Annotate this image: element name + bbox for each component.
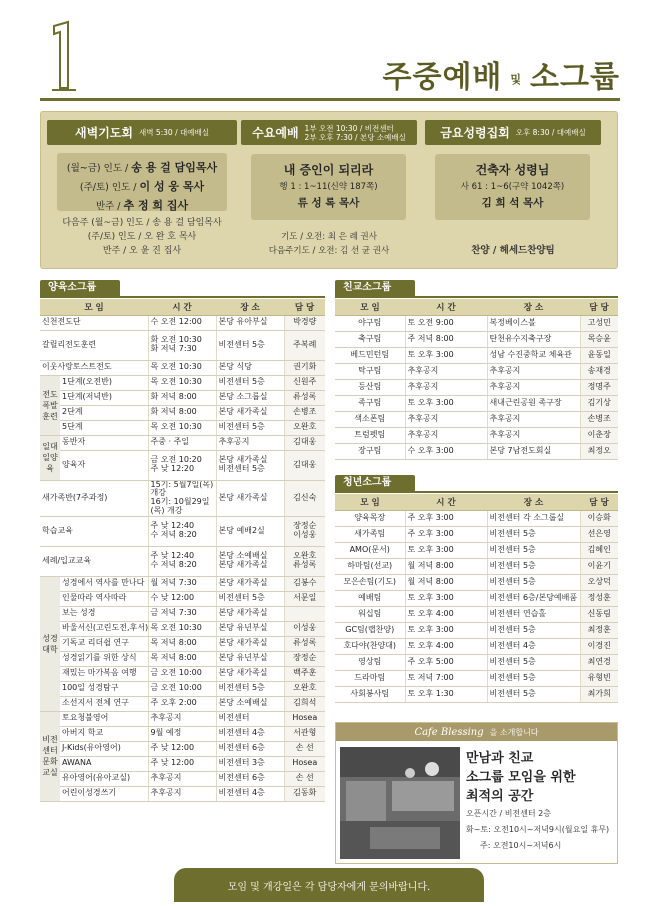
group-place-cell: 비전센터 5층: [487, 686, 580, 702]
group-time-cell: 주 오후 2:00: [148, 696, 216, 711]
nurture-section-title: 양육소그룹: [40, 280, 120, 296]
table-row: [335, 379, 618, 395]
group-place-cell: 비전센터 5층: [487, 622, 580, 638]
table-row: [40, 786, 325, 801]
group-name-cell: GC팀(랩찬양): [335, 622, 405, 638]
group-time-cell: 추후공지: [148, 786, 216, 801]
table-row: [335, 411, 618, 427]
group-time-cell: 목 오전 10:30: [148, 360, 216, 375]
group-place-cell: 복정베이스볼: [487, 315, 580, 331]
table-row: [40, 696, 325, 711]
group-lead-cell: 서문일: [284, 591, 325, 606]
wednesday-worship-column: [241, 120, 417, 256]
nurture-table: [40, 299, 325, 802]
group-place-cell: 본당 7남전도회실: [487, 443, 580, 459]
col-header-time: 시 간: [405, 299, 487, 315]
group-place-cell: 비전센터 6층: [216, 771, 284, 786]
group-name-cell: 아버지 학교: [60, 726, 148, 741]
group-place-cell: 비전센터 5층: [216, 591, 284, 606]
fellowship-table: [335, 299, 618, 460]
group-place-cell: 본당 새가족실: [216, 636, 284, 651]
table-header-row: [335, 494, 618, 510]
page-title: 주중예배 및 소그룹: [382, 60, 620, 95]
dawn-prayer-column: [47, 120, 237, 256]
group-lead-cell: 서관형: [284, 726, 325, 741]
group-name-cell: 트럼펫팀: [335, 427, 405, 443]
table-row: [40, 741, 325, 756]
group-name-cell: 모은손팀(기도): [335, 574, 405, 590]
dawn-prayer-next-week: 다음주 (월~금) 인도 / 송 용 걸 담임목사 (주/토) 인도 / 오 완 호 목사 반주 / 오 윤 진 집사: [62, 218, 222, 256]
fellowship-section-title: 친교소그룹: [335, 280, 415, 296]
table-row: [335, 427, 618, 443]
table-row: [335, 606, 618, 622]
group-name-cell: 하마팀(선교): [335, 558, 405, 574]
group-name-cell: 바울서신(고린도전,후서): [60, 621, 148, 636]
group-lead-cell: 고성민: [580, 315, 618, 331]
table-row: [40, 315, 325, 330]
group-name-cell: 2단계: [60, 405, 148, 420]
group-place-cell: 비전센터 5층: [216, 420, 284, 435]
table-row: [335, 686, 618, 702]
group-time-cell: 주 오후 5:00: [405, 654, 487, 670]
group-time-cell: 토 오후 3:00: [405, 622, 487, 638]
table-row: [40, 621, 325, 636]
table-row: [40, 576, 325, 591]
wednesday-prayer-info: 기도 / 오전: 최 은 례 권사 다음주기도 / 오전: 김 선 균 권사: [268, 232, 390, 256]
group-lead-cell: 정성훈: [580, 590, 618, 606]
friday-worship-header: 금요성령집회 오후 8:30 / 대예배실: [425, 120, 601, 145]
group-place-cell: 비전센터 4층: [487, 638, 580, 654]
group-lead-cell: 김신숙: [284, 480, 325, 516]
group-time-cell: 9월 예정: [148, 726, 216, 741]
group-lead-cell: 이윤기: [580, 558, 618, 574]
table-row: [335, 590, 618, 606]
group-lead-cell: 손 선: [284, 771, 325, 786]
group-place-cell: 비전센터 연습홀: [487, 606, 580, 622]
table-row: [335, 315, 618, 331]
table-row: [40, 516, 325, 546]
group-time-cell: 주 낮 12:00: [148, 741, 216, 756]
group-lead-cell: 김동화: [284, 786, 325, 801]
group-place-cell: 비전센터 각 소그룹실: [487, 510, 580, 526]
wednesday-sermon-box: 내 증인이 되리라 행 1 : 1~11(신약 187쪽) 류 성 록 목사: [251, 154, 406, 220]
group-lead-cell: 윤동일: [580, 347, 618, 363]
group-name-cell: AMO(문서): [335, 542, 405, 558]
table-row: [40, 591, 325, 606]
group-name-cell: 장구팀: [335, 443, 405, 459]
table-row: [335, 443, 618, 459]
group-name-cell: 야구팀: [335, 315, 405, 331]
table-row: [40, 546, 325, 576]
group-time-cell: 금 오전 10:20 주 낮 12:20: [148, 450, 216, 480]
dawn-prayer-header: 새벽기도회 새벽 5:30 / 대예배실: [47, 120, 237, 145]
table-row: [335, 622, 618, 638]
group-lead-cell: 장정순 이성웅: [284, 516, 325, 546]
group-place-cell: 추후공지: [487, 427, 580, 443]
group-name-cell: 기독교 리더쉽 연구: [60, 636, 148, 651]
table-row: [40, 420, 325, 435]
group-time-cell: 추후공지: [405, 379, 487, 395]
table-row: [40, 405, 325, 420]
table-row: [40, 681, 325, 696]
group-name-cell: 베드민턴팀: [335, 347, 405, 363]
group-time-cell: 금 오전 10:00: [148, 666, 216, 681]
table-row: [40, 666, 325, 681]
group-time-cell: 금 오전 10:00: [148, 681, 216, 696]
group-time-cell: 월 저녁 8:00: [405, 558, 487, 574]
col-header-lead: 담 당: [580, 299, 618, 315]
group-lead-cell: 손병조: [284, 405, 325, 420]
wednesday-worship-header: 수요예배 1부 오전 10:30 / 비전센터 2부 오후 7:30 / 본당 소예배실: [241, 120, 417, 145]
group-lead-cell: 김기상: [580, 395, 618, 411]
group-time-cell: 토 오후 1:30: [405, 686, 487, 702]
group-name-cell: 등산팀: [335, 379, 405, 395]
table-row: [40, 375, 325, 390]
weekday-worship-panel: [40, 111, 618, 269]
section-number-1: [44, 20, 84, 92]
group-name-cell: 세례/입교교육: [40, 546, 148, 576]
group-lead-cell: 선은영: [580, 526, 618, 542]
group-place-cell: 비전센터: [216, 711, 284, 726]
group-lead-cell: 김대웅: [284, 450, 325, 480]
group-lead-cell: 손병조: [580, 411, 618, 427]
group-time-cell: 토 오전 9:00: [405, 315, 487, 331]
group-place-cell: 추후공지: [216, 435, 284, 450]
table-row: [40, 636, 325, 651]
group-time-cell: 15기: 5월7일(목) 개강 16기: 10월29일(목) 개강: [148, 480, 216, 516]
group-lead-cell: 김희석: [284, 696, 325, 711]
category-cell: 일대일양육: [40, 435, 60, 480]
group-name-cell: 워십팀: [335, 606, 405, 622]
group-time-cell: 목 저녁 8:00: [148, 636, 216, 651]
table-row: [40, 360, 325, 375]
group-place-cell: 비전센터 4층: [216, 786, 284, 801]
cafe-blessing-panel: [335, 722, 618, 864]
group-name-cell: 이웃사랑토스트전도: [40, 360, 148, 375]
group-name-cell: 100일 성경탐구: [60, 681, 148, 696]
group-name-cell: 새가족반(7주과정): [40, 480, 148, 516]
group-time-cell: 월 저녁 7:30: [148, 576, 216, 591]
group-name-cell: 성경읽기를 위한 상식: [60, 651, 148, 666]
group-lead-cell: 최연경: [580, 654, 618, 670]
group-lead-cell: 권기화: [284, 360, 325, 375]
group-time-cell: 목 오전 10:30: [148, 420, 216, 435]
group-place-cell: 비전센터 4층: [216, 726, 284, 741]
group-place-cell: 추후공지: [487, 363, 580, 379]
table-row: [335, 670, 618, 686]
cafe-header: Cafe Blessing 을 소개합니다: [336, 723, 617, 741]
group-name-cell: 5단계: [60, 420, 148, 435]
group-name-cell: 영상팀: [335, 654, 405, 670]
group-lead-cell: 이승화: [580, 510, 618, 526]
group-time-cell: 토 오후 3:00: [405, 590, 487, 606]
group-place-cell: 본당 유아부실: [216, 315, 284, 330]
group-time-cell: 토 오후 3:00: [405, 347, 487, 363]
table-row: [335, 395, 618, 411]
col-header-place: 장 소: [487, 494, 580, 510]
group-lead-cell: 손 선: [284, 741, 325, 756]
cafe-description: 만남과 친교 소그룹 모임을 위한 최적의 공간 오픈시간 / 비전센터 2층 화~토: 오전10시~저녁9시(월요일 휴무) 주: 오전10시~저녁6시: [466, 751, 610, 850]
group-lead-cell: 신동림: [580, 606, 618, 622]
title-divider: [40, 98, 620, 101]
group-place-cell: 본당 소예배실 본당 새가족실: [216, 546, 284, 576]
group-time-cell: 수 오전 12:00: [148, 315, 216, 330]
group-place-cell: 본당 소예배실: [216, 696, 284, 711]
group-name-cell: 색소폰팀: [335, 411, 405, 427]
group-place-cell: 비전센터 5층: [487, 574, 580, 590]
group-lead-cell: 류성록: [284, 390, 325, 405]
group-place-cell: 본당 새가족실: [216, 606, 284, 621]
group-place-cell: 추후공지: [487, 379, 580, 395]
group-place-cell: 본당 새가족실: [216, 666, 284, 681]
table-row: [335, 542, 618, 558]
group-name-cell: 갈릴리전도훈련: [40, 330, 148, 360]
group-lead-cell: 이경진: [580, 638, 618, 654]
group-time-cell: 토 오후 4:00: [405, 606, 487, 622]
group-place-cell: 비전센터 5층: [216, 330, 284, 360]
group-time-cell: 수 낮 12:00: [148, 591, 216, 606]
table-row: [40, 651, 325, 666]
table-row: [335, 363, 618, 379]
youth-table: [335, 494, 618, 703]
group-place-cell: 본당 유년부실: [216, 651, 284, 666]
col-header-time: 시 간: [405, 494, 487, 510]
group-place-cell: 비전센터 5층: [487, 654, 580, 670]
group-name-cell: 동반자: [60, 435, 148, 450]
group-time-cell: 주중 · 주일: [148, 435, 216, 450]
group-name-cell: 1단계(저녁반): [60, 390, 148, 405]
group-time-cell: 토 저녁 7:00: [405, 670, 487, 686]
group-time-cell: 화 저녁 8:00: [148, 405, 216, 420]
group-lead-cell: 오완호: [284, 420, 325, 435]
group-name-cell: 사회봉사팀: [335, 686, 405, 702]
group-lead-cell: 최정훈: [580, 622, 618, 638]
table-row: [40, 771, 325, 786]
group-place-cell: 새내근린공원 족구장: [487, 395, 580, 411]
group-time-cell: 주 낮 12:40 수 저녁 8:20: [148, 516, 216, 546]
table-row: [40, 726, 325, 741]
friday-sermon-box: 건축자 성령님 사 61 : 1~6(구약 1042쪽) 김 희 석 목사: [435, 154, 590, 220]
group-lead-cell: 김혜인: [580, 542, 618, 558]
col-header-group: 모 임: [335, 299, 405, 315]
youth-section-title: 청년소그룹: [335, 475, 415, 491]
group-lead-cell: [284, 606, 325, 621]
group-place-cell: 비전센터 5층: [216, 375, 284, 390]
group-time-cell: 토 오후 4:00: [405, 638, 487, 654]
group-time-cell: 주 저녁 8:00: [405, 331, 487, 347]
group-place-cell: 성남 수진중학교 체육관: [487, 347, 580, 363]
group-place-cell: 비전센터 6층: [216, 741, 284, 756]
col-header-group: 모 임: [335, 494, 405, 510]
group-name-cell: 새가족팀: [335, 526, 405, 542]
group-lead-cell: 신원주: [284, 375, 325, 390]
group-time-cell: 화 오전 10:30 화 저녁 7:30: [148, 330, 216, 360]
group-name-cell: 양육자: [60, 450, 148, 480]
group-time-cell: 월 저녁 8:00: [405, 574, 487, 590]
group-lead-cell: 송재경: [580, 363, 618, 379]
category-cell: 비전센터문화교실: [40, 711, 60, 801]
fellowship-section-rule: [335, 296, 618, 298]
table-row: [40, 711, 325, 726]
dawn-prayer-leaders: (월~금) 인도 / 송 용 걸 담임목사 (주/토) 인도 / 이 성 웅 목사 반주 / 추 정 희 집사: [57, 153, 227, 211]
group-place-cell: 비전센터 5층: [487, 526, 580, 542]
group-lead-cell: 김봉수: [284, 576, 325, 591]
group-name-cell: 예배팀: [335, 590, 405, 606]
col-header-place: 장 소: [216, 299, 284, 315]
group-lead-cell: 김대웅: [284, 435, 325, 450]
nurture-section-rule: [40, 296, 325, 298]
group-lead-cell: 박경량: [284, 315, 325, 330]
table-row: [40, 330, 325, 360]
group-place-cell: 본당 새가족실: [216, 480, 284, 516]
group-name-cell: 학습교육: [40, 516, 148, 546]
group-place-cell: 비전센터 3층: [216, 756, 284, 771]
group-name-cell: 성경에서 역사를 만나다: [60, 576, 148, 591]
group-place-cell: 본당 유년부실: [216, 621, 284, 636]
table-row: [335, 526, 618, 542]
group-name-cell: 탁구팀: [335, 363, 405, 379]
group-place-cell: 추후공지: [487, 411, 580, 427]
category-cell: 성경대학: [40, 576, 60, 711]
col-header-time: 시 간: [148, 299, 216, 315]
col-header-lead: 담 당: [580, 494, 618, 510]
table-row: [335, 558, 618, 574]
group-lead-cell: 최가희: [580, 686, 618, 702]
group-name-cell: 호다야(찬양대): [335, 638, 405, 654]
group-lead-cell: 최정오: [580, 443, 618, 459]
cafe-interior-photo: [340, 747, 460, 859]
group-time-cell: 토 오후 3:00: [405, 542, 487, 558]
group-place-cell: 비전센터 5층: [487, 670, 580, 686]
group-time-cell: 목 오전 10:30: [148, 375, 216, 390]
group-time-cell: 주 오후 3:00: [405, 510, 487, 526]
group-place-cell: 비전센터 5층: [216, 681, 284, 696]
group-time-cell: 추후공지: [405, 363, 487, 379]
group-lead-cell: 장정순: [284, 651, 325, 666]
group-time-cell: 금 저녁 7:30: [148, 606, 216, 621]
table-row: [40, 480, 325, 516]
table-header-row: [335, 299, 618, 315]
group-name-cell: 어린이성경쓰기: [60, 786, 148, 801]
group-time-cell: 화 저녁 8:00: [148, 390, 216, 405]
group-place-cell: 본당 소그룹실: [216, 390, 284, 405]
group-place-cell: 비전센터 6층/본당예배품: [487, 590, 580, 606]
footer-notice: 모임 및 개강일은 각 담당자에게 문의바랍니다.: [174, 868, 484, 902]
group-lead-cell: 류성록: [284, 636, 325, 651]
group-lead-cell: 백주훈: [284, 666, 325, 681]
group-place-cell: 비전센터 5층: [487, 558, 580, 574]
group-name-cell: 재밌는 마가복음 여행: [60, 666, 148, 681]
table-header-row: [40, 299, 325, 315]
group-time-cell: 토 오후 3:00: [405, 395, 487, 411]
table-row: [335, 347, 618, 363]
friday-worship-column: [425, 120, 601, 256]
table-row: [335, 574, 618, 590]
group-time-cell: 추후공지: [405, 427, 487, 443]
friday-praise-team: 찬양 / 헤세드찬양팀: [471, 245, 555, 256]
group-time-cell: 주 낮 12:40 수 저녁 8:20: [148, 546, 216, 576]
col-header-lead: 담 당: [284, 299, 325, 315]
group-place-cell: 본당 새가족실 비전센터 5층: [216, 450, 284, 480]
group-lead-cell: 정명주: [580, 379, 618, 395]
group-lead-cell: 오상덕: [580, 574, 618, 590]
group-place-cell: 본당 새가족실: [216, 576, 284, 591]
group-lead-cell: 목승윤: [580, 331, 618, 347]
group-time-cell: 주 낮 12:00: [148, 756, 216, 771]
category-cell: 전도폭발훈련: [40, 375, 60, 435]
group-place-cell: 본당 식당: [216, 360, 284, 375]
group-name-cell: 보는 성경: [60, 606, 148, 621]
group-lead-cell: Hosea: [284, 756, 325, 771]
group-lead-cell: 이춘장: [580, 427, 618, 443]
table-row: [335, 638, 618, 654]
group-lead-cell: 주복례: [284, 330, 325, 360]
group-place-cell: 비전센터 5층: [487, 542, 580, 558]
col-header-group: 모 임: [40, 299, 148, 315]
table-row: [40, 450, 325, 480]
group-time-cell: 목 저녁 8:00: [148, 651, 216, 666]
group-name-cell: 축구팀: [335, 331, 405, 347]
group-name-cell: 족구팀: [335, 395, 405, 411]
table-row: [335, 654, 618, 670]
table-row: [335, 331, 618, 347]
group-place-cell: 탄천유수지축구장: [487, 331, 580, 347]
group-place-cell: 본당 예배2실: [216, 516, 284, 546]
group-name-cell: 토요청불영어: [60, 711, 148, 726]
group-lead-cell: Hosea: [284, 711, 325, 726]
group-place-cell: 본당 새가족실: [216, 405, 284, 420]
group-name-cell: 드라마팀: [335, 670, 405, 686]
table-row: [335, 510, 618, 526]
group-name-cell: J-Kids(유아영어): [60, 741, 148, 756]
group-name-cell: 인물따라 역사따라: [60, 591, 148, 606]
table-row: [40, 606, 325, 621]
group-name-cell: AWANA: [60, 756, 148, 771]
group-time-cell: 수 오후 3:00: [405, 443, 487, 459]
group-time-cell: 추후공지: [405, 411, 487, 427]
group-lead-cell: 이성웅: [284, 621, 325, 636]
group-name-cell: 1단계(오전반): [60, 375, 148, 390]
group-time-cell: 주 오후 3:00: [405, 526, 487, 542]
youth-section-rule: [335, 491, 618, 493]
table-row: [40, 435, 325, 450]
group-name-cell: 소선지서 전체 연구: [60, 696, 148, 711]
table-row: [40, 756, 325, 771]
group-name-cell: 양육목장: [335, 510, 405, 526]
group-lead-cell: 오완호 류성록: [284, 546, 325, 576]
group-time-cell: 추후공지: [148, 771, 216, 786]
group-lead-cell: 유형빈: [580, 670, 618, 686]
group-name-cell: 신천전도단: [40, 315, 148, 330]
group-time-cell: 목 오전 10:30: [148, 621, 216, 636]
col-header-place: 장 소: [487, 299, 580, 315]
group-name-cell: 유아영어(유아교실): [60, 771, 148, 786]
group-time-cell: 추후공지: [148, 711, 216, 726]
group-lead-cell: 오완호: [284, 681, 325, 696]
table-row: [40, 390, 325, 405]
